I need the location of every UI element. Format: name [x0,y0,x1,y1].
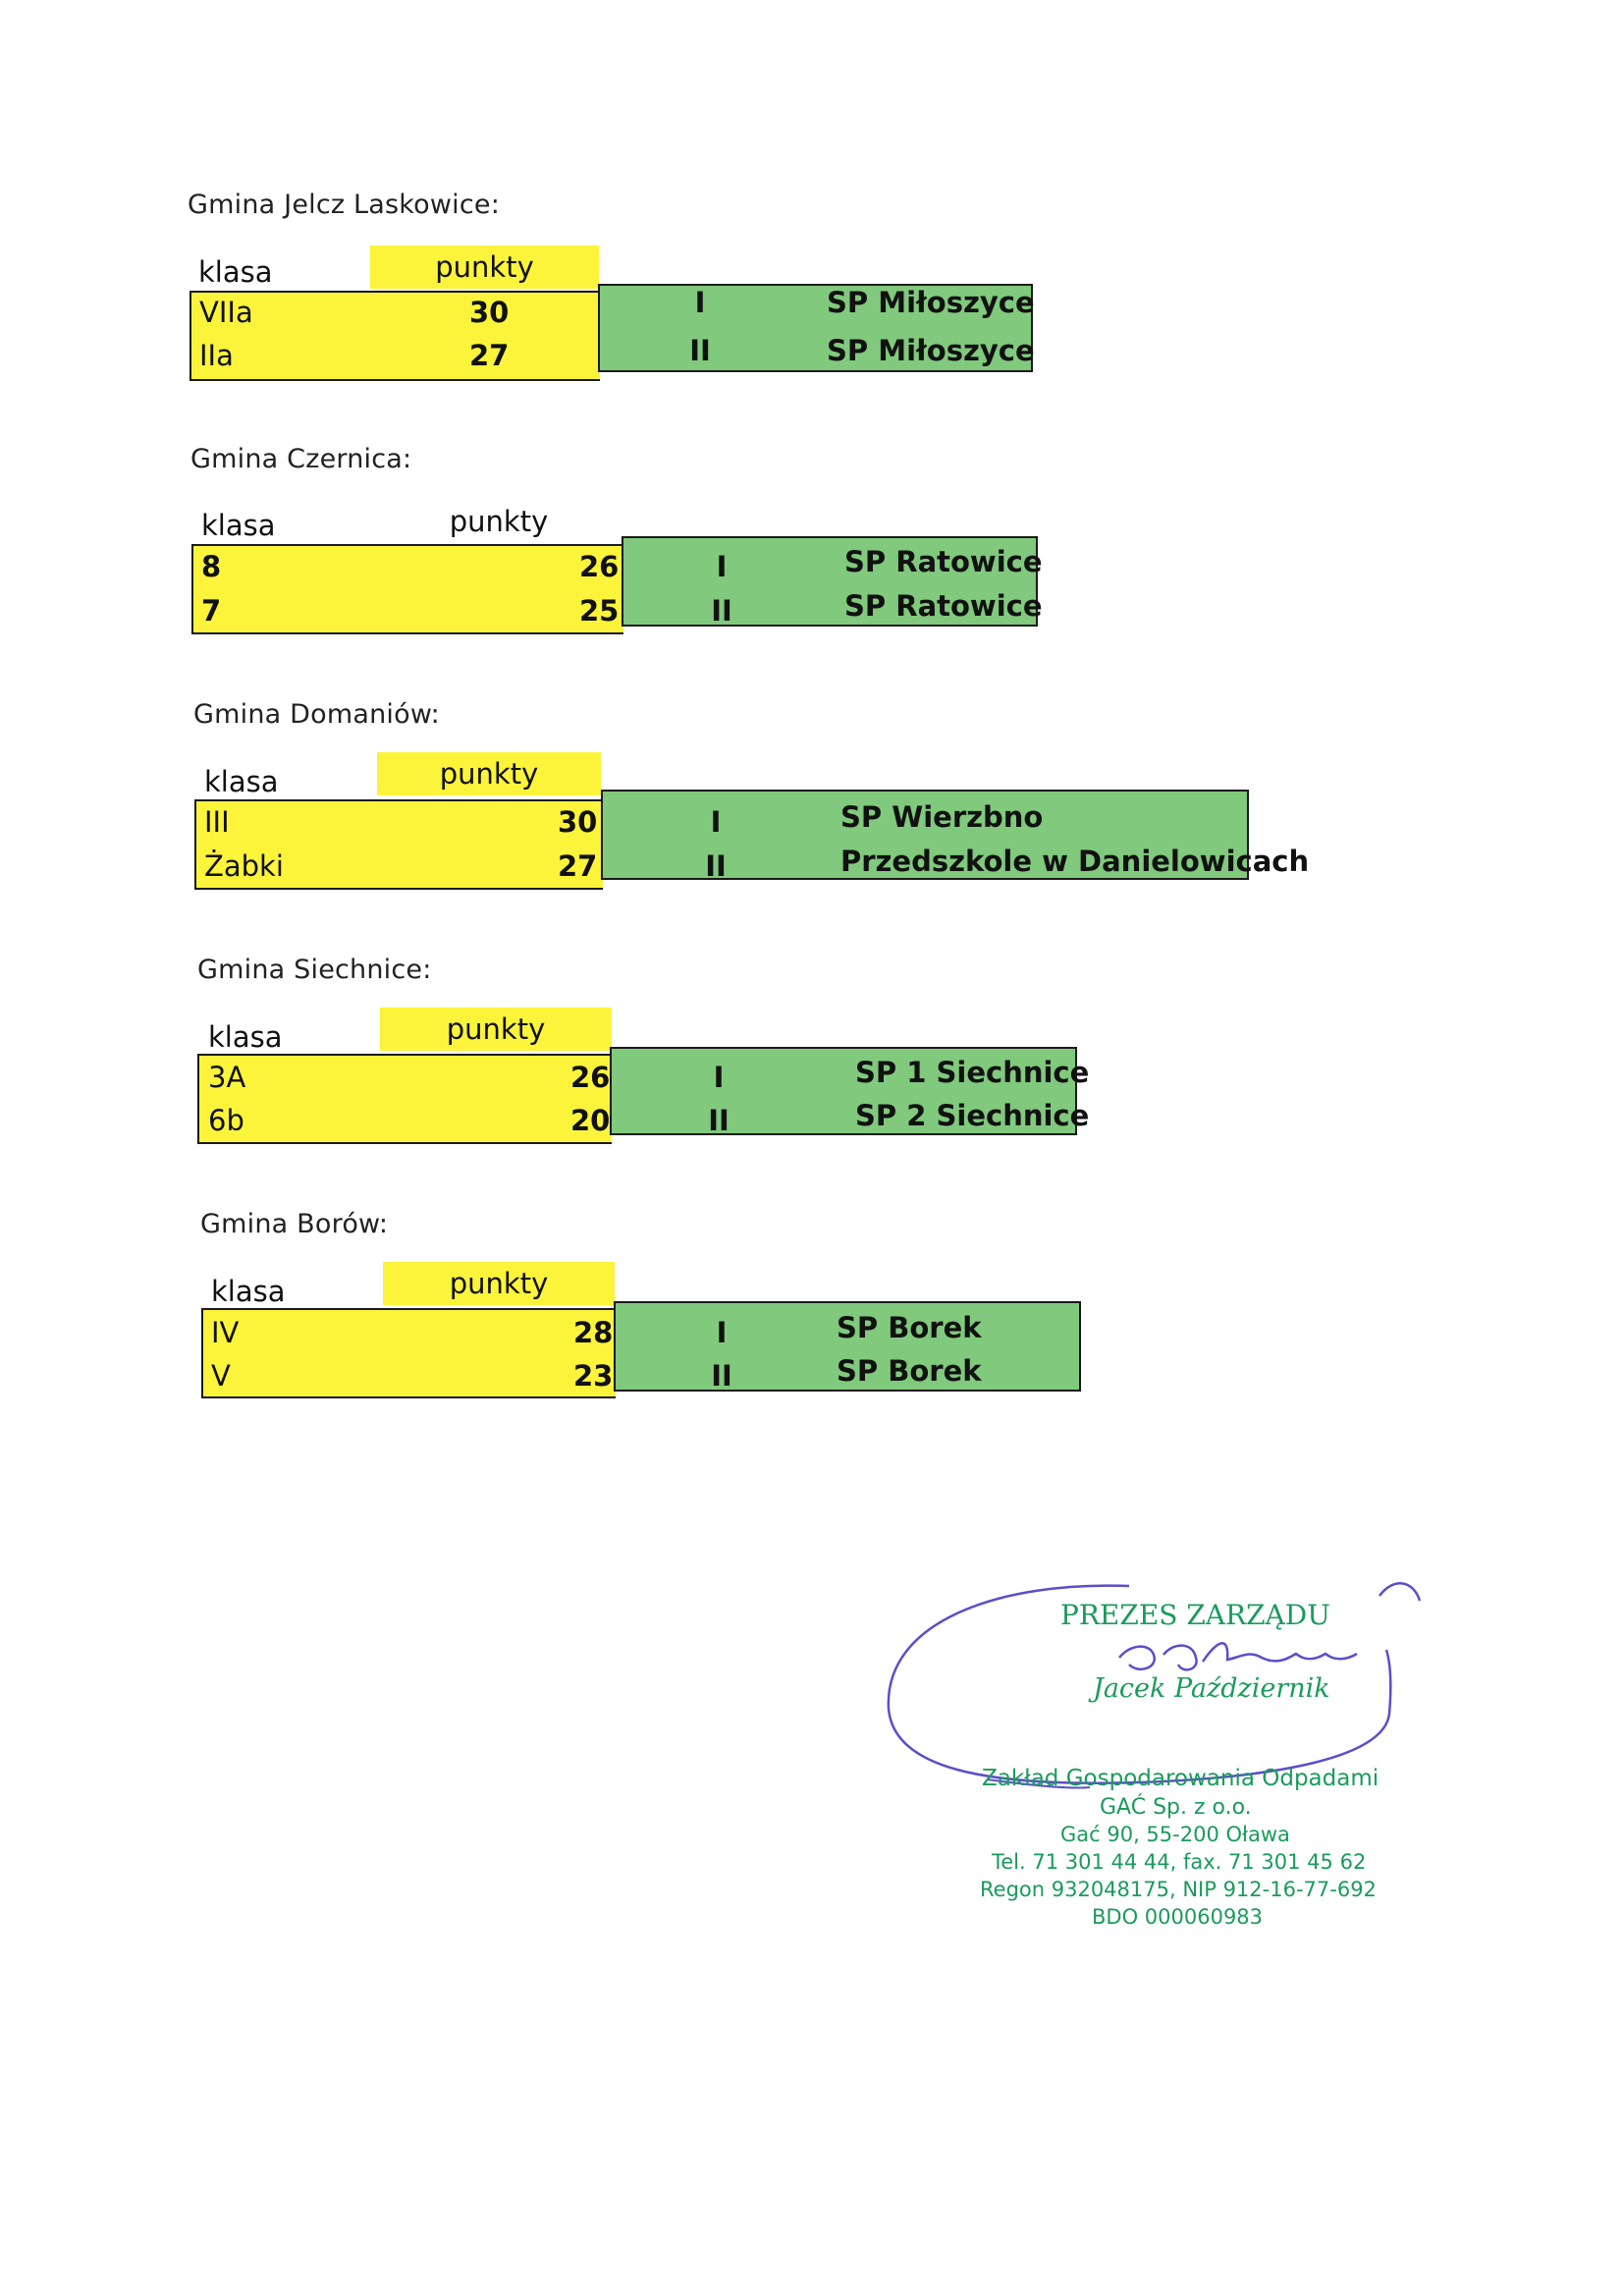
klasa-cell: 8 [201,550,222,583]
punkty-cell: 27 [469,339,510,372]
klasa-cell: 7 [201,594,222,628]
school-cell: SP Miłoszyce [827,334,1035,367]
stamp-company: Zakład Gospodarowania Odpadami [982,1766,1380,1791]
stamp-company2: GAĆ Sp. z o.o. [1100,1795,1252,1820]
klasa-cell: VIIa [199,296,253,329]
punkty-header: punkty [383,1262,615,1305]
klasa-cell: V [211,1359,231,1393]
rank-cell: II [689,334,711,367]
rank-cell: II [711,594,732,628]
klasa-cell: 3A [208,1061,246,1094]
school-cell: SP Ratowice [844,589,1043,623]
punkty-cell: 26 [579,550,620,583]
rank-cell: I [710,805,722,839]
section-title: Gmina Jelcz Laskowice: [188,190,501,220]
school-cell: SP Borek [837,1354,982,1388]
klasa-header: klasa [198,255,273,289]
klasa-cell: IV [211,1316,240,1349]
klasa-cell: Żabki [204,849,284,883]
section-title: Gmina Borów: [200,1209,389,1239]
school-cell: SP 2 Siechnice [855,1099,1090,1132]
rank-cell: II [708,1104,730,1137]
yellow-cells [201,1308,616,1398]
klasa-cell: IIa [199,339,234,372]
punkty-header: punkty [377,752,601,795]
section-title: Gmina Domaniów: [193,699,440,730]
punkty-header: punkty [370,246,599,289]
punkty-header: punkty [449,505,549,538]
school-cell: SP Ratowice [844,545,1043,578]
stamp-title: PREZES ZARZĄDU [1060,1599,1330,1631]
punkty-cell: 30 [558,805,598,839]
yellow-cells [197,1054,612,1144]
rank-cell: II [705,849,727,883]
klasa-header: klasa [201,509,276,542]
punkty-header: punkty [380,1008,612,1051]
punkty-cell: 20 [570,1104,611,1137]
stamp-bdo: BDO 000060983 [1092,1905,1264,1929]
punkty-cell: 28 [573,1316,614,1349]
school-cell: SP Miłoszyce [827,286,1035,319]
rank-cell: I [716,1316,728,1349]
school-cell: SP Wierzbno [840,800,1044,834]
yellow-cells [191,544,623,634]
klasa-cell: III [204,805,230,839]
stamp-phone: Tel. 71 301 44 44, fax. 71 301 45 62 [992,1850,1367,1874]
punkty-cell: 27 [558,849,598,883]
punkty-cell: 26 [570,1061,611,1094]
stamp-regon: Regon 932048175, NIP 912-16-77-692 [980,1878,1377,1901]
punkty-cell: 25 [579,594,620,628]
stamp-address: Gać 90, 55-200 Oława [1060,1823,1290,1846]
rank-cell: II [711,1359,732,1393]
section-title: Gmina Czernica: [190,444,412,474]
section-title: Gmina Siechnice: [197,955,432,985]
klasa-cell: 6b [208,1104,244,1137]
stamp-name: Jacek Październik [1093,1673,1330,1704]
school-cell: SP 1 Siechnice [855,1056,1090,1089]
klasa-header: klasa [204,765,279,798]
rank-cell: I [694,286,706,319]
rank-cell: I [713,1061,725,1094]
school-cell: Przedszkole w Danielowicach [840,845,1310,878]
punkty-cell: 30 [469,296,510,329]
klasa-header: klasa [211,1275,286,1308]
school-cell: SP Borek [837,1311,982,1344]
klasa-header: klasa [208,1020,283,1054]
punkty-cell: 23 [573,1359,614,1393]
rank-cell: I [716,550,728,583]
